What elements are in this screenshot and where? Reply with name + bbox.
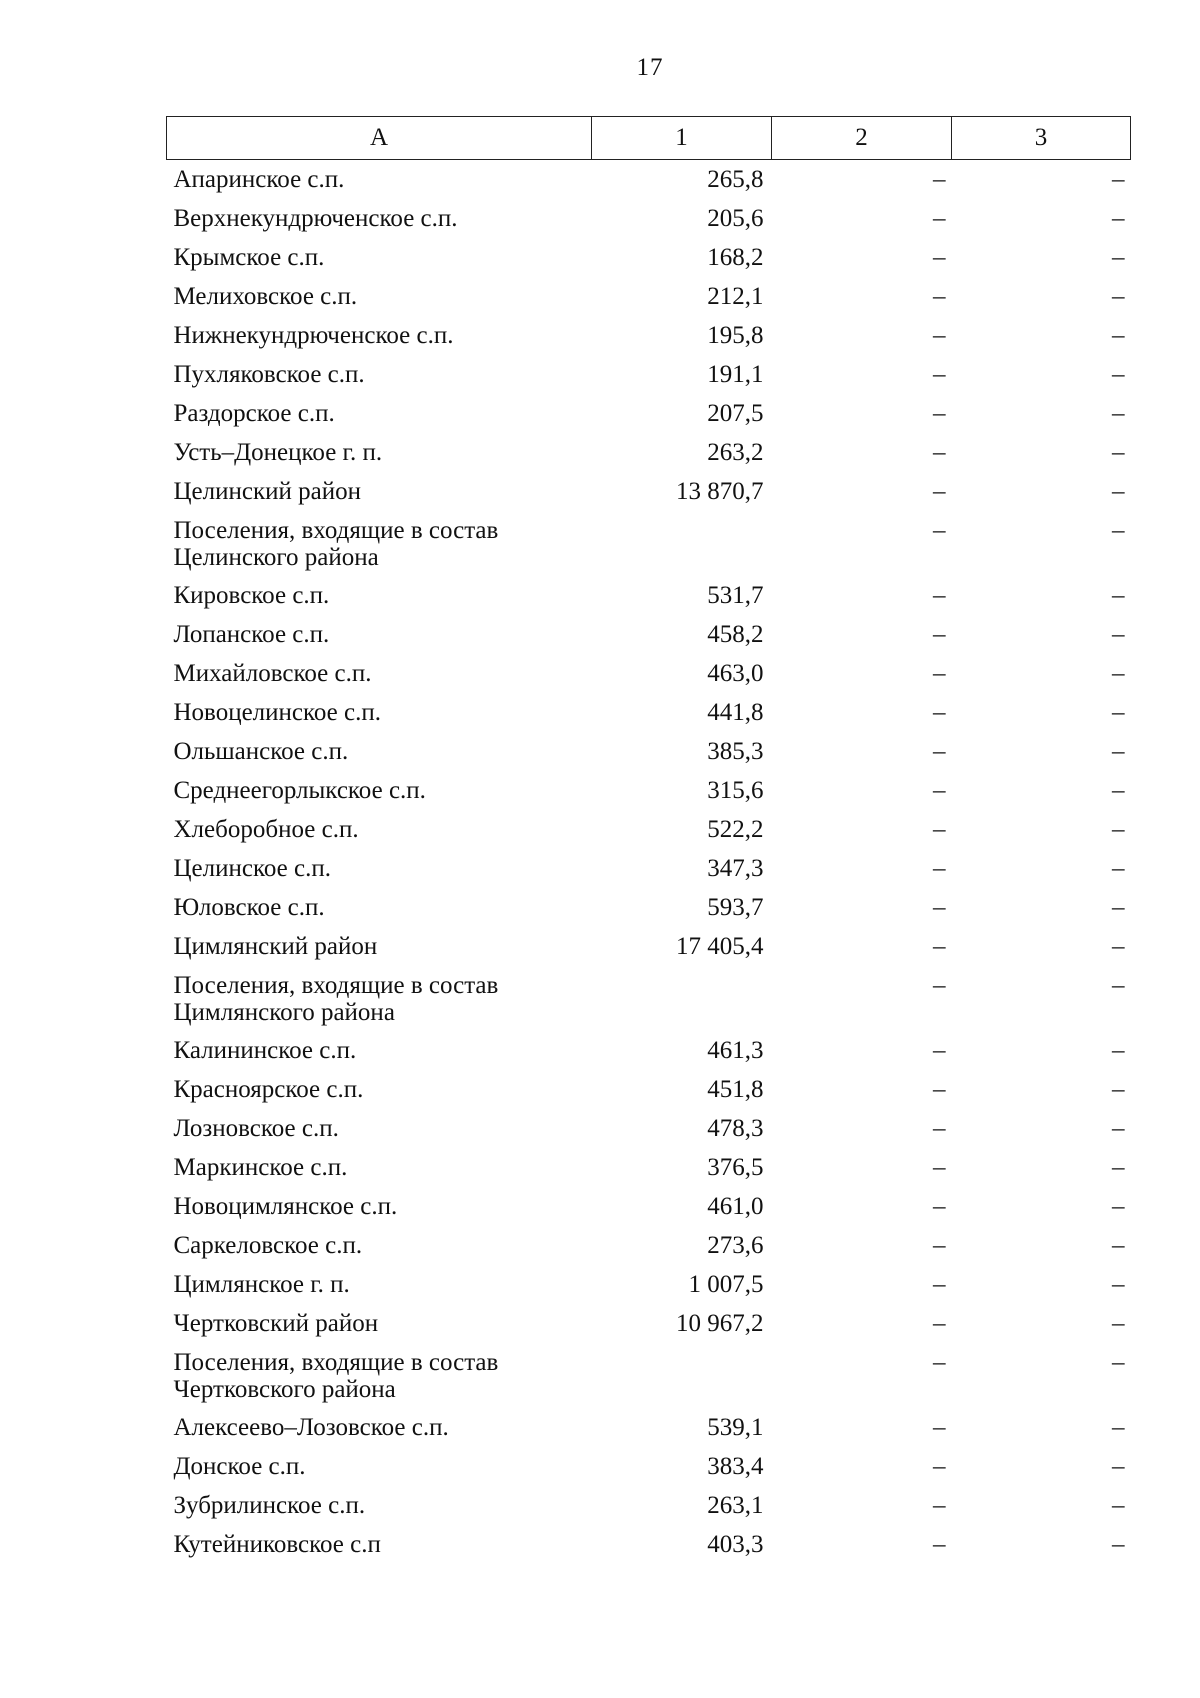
row-value-cell: 458,2 [707,620,764,648]
row-col2-cell: – [933,620,946,648]
row-col2-cell: – [933,243,946,271]
header-cell-2: 2 [772,117,952,160]
table-row [167,511,1131,576]
row-value-cell: 265,8 [707,166,764,193]
table-row [167,394,1131,433]
row-col2-cell: – [933,698,946,726]
row-col3-cell: – [1112,815,1125,843]
row-value-cell: 461,3 [707,1036,764,1064]
row-name-cell: Маркинское с.п. [173,1153,348,1181]
table-row [167,238,1131,277]
row-col3-cell: – [1112,581,1125,609]
row-name-cell: Калининское с.п. [173,1036,357,1064]
row-col3-cell: – [1112,1153,1125,1181]
row-col3-cell: – [1112,243,1125,271]
row-col2-cell: – [933,1114,946,1142]
row-name-cell: Пухляковское с.п. [173,360,365,388]
row-name-cell: Саркеловское с.п. [173,1231,363,1259]
row-col3-cell: – [1112,1530,1125,1558]
table-row [167,927,1131,966]
row-value-cell: 13 870,7 [676,477,764,505]
table-row [167,433,1131,472]
row-name-cell: Поселения, входящие в состав Целинского района [173,516,499,571]
row-col2-cell: – [933,815,946,843]
row-col3-cell: – [1112,776,1125,804]
table-row [167,1304,1131,1343]
row-value-cell [592,966,772,1031]
row-col2-cell: – [933,516,946,544]
row-col3-cell: – [1112,1309,1125,1337]
row-col2-cell: – [933,581,946,609]
table-row [167,1265,1131,1304]
row-col2-cell: – [933,321,946,349]
table-row [167,1525,1131,1564]
row-col2-cell: – [933,737,946,765]
row-name-cell: Крымское с.п. [173,243,325,271]
table-row [167,1148,1131,1187]
row-name-cell: Красноярское с.п. [173,1075,364,1103]
row-name-cell: Алексеево–Лозовское с.п. [173,1413,449,1441]
row-col3-cell: – [1112,932,1125,960]
row-col3-cell: – [1112,1452,1125,1480]
table-row [167,732,1131,771]
row-col2-cell: – [933,776,946,804]
table-row [167,1486,1131,1525]
row-name-cell: Донское с.п. [173,1452,306,1480]
row-value-cell: 273,6 [707,1231,764,1259]
table-row [167,654,1131,693]
row-name-cell: Нижнекундрюченское с.п. [173,321,454,349]
row-value-cell: 451,8 [707,1075,764,1103]
row-col2-cell: – [933,1075,946,1103]
row-value-cell: 17 405,4 [676,932,764,960]
table-row [167,1447,1131,1486]
header-cell-a: А [167,117,592,160]
row-name-cell: Усть–Донецкое г. п. [173,438,383,466]
row-col2-cell: – [933,360,946,388]
row-value-cell: 347,3 [707,854,764,882]
table-row [167,693,1131,732]
row-col3-cell: – [1112,477,1125,505]
row-value-cell: 10 967,2 [676,1309,764,1337]
row-col2-cell: – [933,1192,946,1220]
row-col3-cell: – [1112,1491,1125,1519]
row-col3-cell: – [1112,204,1125,232]
row-col2-cell: – [933,1036,946,1064]
row-value-cell: 168,2 [707,243,764,271]
row-name-cell: Целинское с.п. [173,854,331,882]
row-value-cell: 593,7 [707,893,764,921]
row-col3-cell: – [1112,166,1125,193]
row-col2-cell: – [933,1413,946,1441]
table-row [167,1226,1131,1265]
row-name-cell: Апаринское с.п. [173,166,345,193]
row-col2-cell: – [933,1348,946,1376]
row-name-cell: Верхнекундрюченское с.п. [173,204,458,232]
table-row [167,849,1131,888]
header-cell-1: 1 [592,117,772,160]
row-name-cell: Целинский район [173,477,361,505]
row-value-cell: 207,5 [707,399,764,427]
row-col3-cell: – [1112,282,1125,310]
row-name-cell: Раздорское с.п. [173,399,335,427]
table-row [167,810,1131,849]
row-name-cell: Мелиховское с.п. [173,282,358,310]
row-name-cell: Ольшанское с.п. [173,737,349,765]
row-col2-cell: – [933,1231,946,1259]
table-row [167,160,1131,199]
row-value-cell: 212,1 [707,282,764,310]
row-col3-cell: – [1112,620,1125,648]
row-value-cell: 383,4 [707,1452,764,1480]
table-row [167,199,1131,238]
row-value-cell: 205,6 [707,204,764,232]
row-col2-cell: – [933,932,946,960]
row-value-cell: 195,8 [707,321,764,349]
row-name-cell: Новоцимлянское с.п. [173,1192,398,1220]
row-col3-cell: – [1112,971,1125,999]
row-col2-cell: – [933,282,946,310]
row-col3-cell: – [1112,1192,1125,1220]
row-col2-cell: – [933,854,946,882]
row-col3-cell: – [1112,399,1125,427]
row-value-cell: 478,3 [707,1114,764,1142]
row-value-cell: 191,1 [707,360,764,388]
table-body [167,160,1131,1564]
data-table [166,116,1131,1564]
table-row [167,576,1131,615]
table-row [167,615,1131,654]
row-col3-cell: – [1112,698,1125,726]
row-col3-cell: – [1112,893,1125,921]
row-value-cell: 531,7 [707,581,764,609]
row-col2-cell: – [933,971,946,999]
table-row [167,1031,1131,1070]
row-col2-cell: – [933,166,946,193]
table-row [167,1343,1131,1408]
row-name-cell: Лозновское с.п. [173,1114,339,1142]
row-col2-cell: – [933,1491,946,1519]
row-name-cell: Чертковский район [173,1309,379,1337]
table-row [167,1187,1131,1226]
row-col2-cell: – [933,1270,946,1298]
row-value-cell: 263,2 [707,438,764,466]
row-col2-cell: – [933,659,946,687]
row-col2-cell: – [933,1452,946,1480]
row-col3-cell: – [1112,1075,1125,1103]
row-value-cell: 385,3 [707,737,764,765]
table-row [167,771,1131,810]
row-col3-cell: – [1112,1231,1125,1259]
row-col3-cell: – [1112,1270,1125,1298]
table-row [167,1070,1131,1109]
row-col2-cell: – [933,1153,946,1181]
table-row [167,888,1131,927]
header-row [167,117,1131,160]
row-col3-cell: – [1112,737,1125,765]
row-col2-cell: – [933,1309,946,1337]
row-col3-cell: – [1112,438,1125,466]
row-col3-cell: – [1112,1348,1125,1376]
row-name-cell: Новоцелинское с.п. [173,698,381,726]
row-value-cell: 463,0 [707,659,764,687]
table-row [167,277,1131,316]
row-value-cell: 403,3 [707,1530,764,1558]
row-name-cell: Кировское с.п. [173,581,330,609]
row-col3-cell: – [1112,516,1125,544]
row-col2-cell: – [933,1530,946,1558]
row-col2-cell: – [933,204,946,232]
row-col3-cell: – [1112,360,1125,388]
row-value-cell: 461,0 [707,1192,764,1220]
row-name-cell: Кутейниковское с.п [173,1530,381,1558]
table-row [167,1109,1131,1148]
row-name-cell: Поселения, входящие в состав Чертковского района [173,1348,499,1403]
table-header [167,117,1131,160]
row-col2-cell: – [933,399,946,427]
row-name-cell: Михайловское с.п. [173,659,372,687]
row-name-cell: Цимлянское г. п. [173,1270,350,1298]
row-col3-cell: – [1112,321,1125,349]
table-row [167,472,1131,511]
row-col2-cell: – [933,438,946,466]
row-name-cell: Юловское с.п. [173,893,325,921]
row-col2-cell: – [933,477,946,505]
row-name-cell: Лопанское с.п. [173,620,330,648]
row-col3-cell: – [1112,659,1125,687]
table-row [167,1408,1131,1447]
row-value-cell: 1 007,5 [688,1270,764,1298]
row-col2-cell: – [933,893,946,921]
row-value-cell: 263,1 [707,1491,764,1519]
row-name-cell: Зубрилинское с.п. [173,1491,366,1519]
row-value-cell [592,1343,772,1408]
row-value-cell: 522,2 [707,815,764,843]
table-row [167,316,1131,355]
row-name-cell: Цимлянский район [173,932,378,960]
row-value-cell: 376,5 [707,1153,764,1181]
row-value-cell [592,511,772,576]
row-col3-cell: – [1112,1114,1125,1142]
table-row [167,966,1131,1031]
row-col3-cell: – [1112,1413,1125,1441]
row-value-cell: 539,1 [707,1413,764,1441]
row-value-cell: 441,8 [707,698,764,726]
row-name-cell: Поселения, входящие в состав Цимлянского района [173,971,499,1026]
page-number: 17 [636,54,664,81]
row-col3-cell: – [1112,854,1125,882]
header-cell-3: 3 [952,117,1131,160]
row-value-cell: 315,6 [707,776,764,804]
row-name-cell: Среднеегорлыкское с.п. [173,776,426,804]
row-name-cell: Хлеборобное с.п. [173,815,359,843]
table-row [167,355,1131,394]
row-col3-cell: – [1112,1036,1125,1064]
